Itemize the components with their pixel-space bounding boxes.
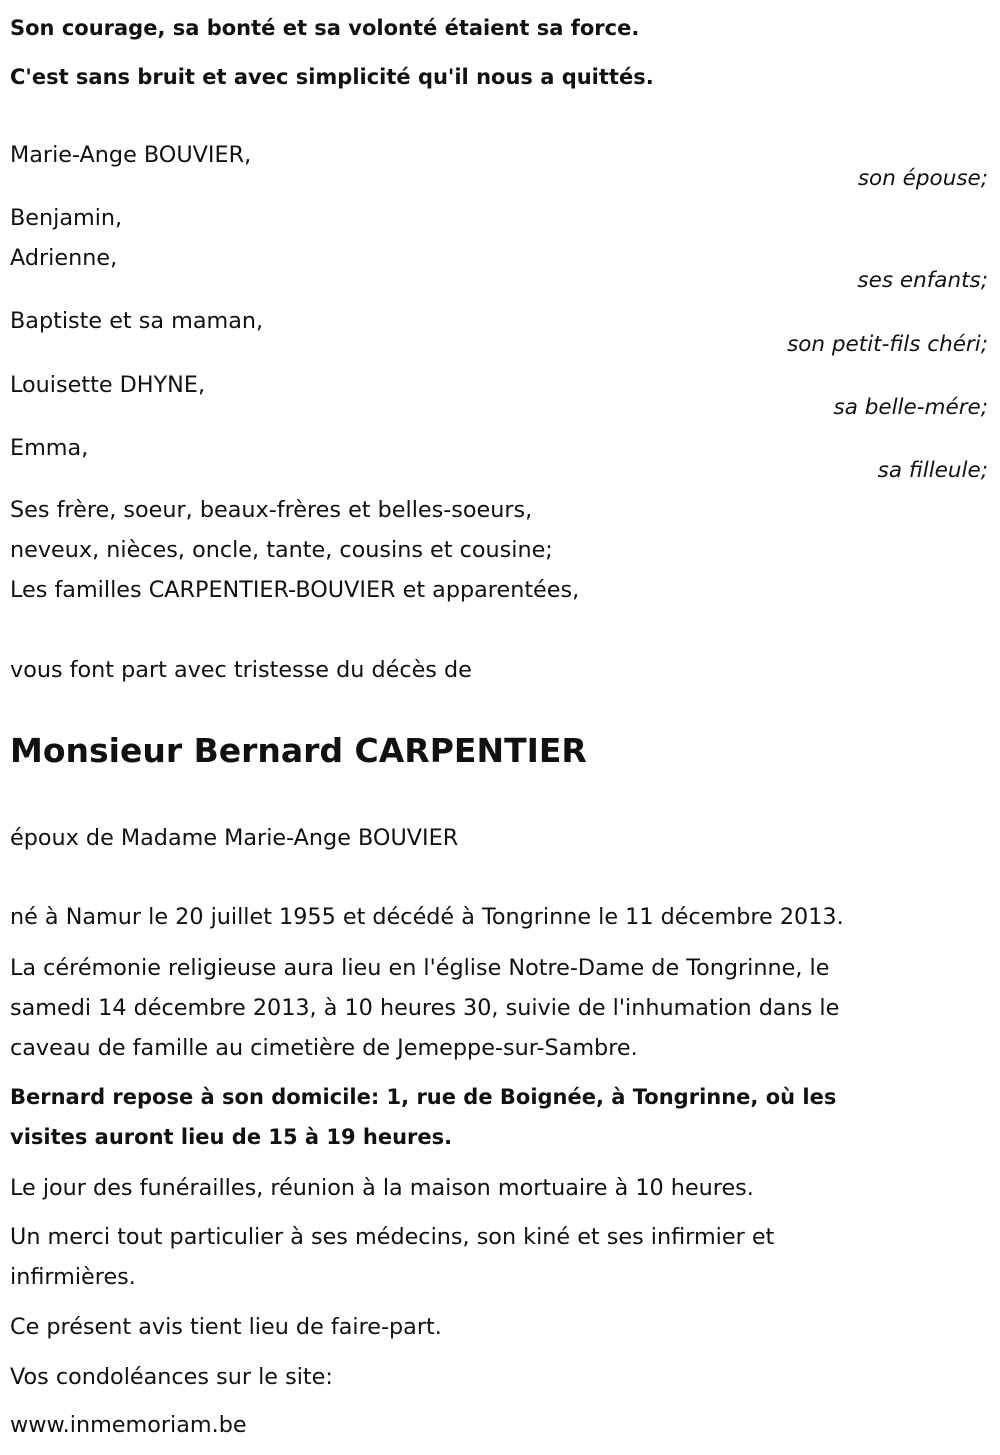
notice: Ce présent avis tient lieu de faire-part. [10,1314,442,1340]
other-family-line: Les familles CARPENTIER-BOUVIER et apparentées, [10,577,580,603]
spouse-name: Marie-Ange BOUVIER, [10,142,252,168]
ceremony-line: La cérémonie religieuse aura lieu en l'église Notre-Dame de Tongrinne, le [10,955,830,981]
quote-line-2: C'est sans bruit et avec simplicité qu'il nous a quittés. [10,65,654,89]
condolences-label: Vos condoléances sur le site: [10,1364,333,1390]
child-name: Benjamin, [10,205,123,231]
child-name: Adrienne, [10,245,118,271]
announcement: vous font part avec tristesse du décès de [10,657,472,683]
spouse-role: son épouse; [857,166,988,191]
visitation-line: Bernard repose à son domicile: 1, rue de Boignée, à Tongrinne, où les [10,1085,837,1109]
thanks-line: infirmières. [10,1264,136,1290]
other-family-line: neveux, nièces, oncle, tante, cousins et cousine; [10,537,553,563]
funeral-day: Le jour des funérailles, réunion à la maison mortuaire à 10 heures. [10,1175,754,1201]
ceremony-line: samedi 14 décembre 2013, à 10 heures 30, suivie de l'inhumation dans le [10,995,840,1021]
visitation-line: visites auront lieu de 15 à 19 heures. [10,1125,453,1149]
grandson-role: son petit-fils chéri; [787,332,988,357]
grandson-name: Baptiste et sa maman, [10,308,264,334]
goddaughter-name: Emma, [10,435,89,461]
spouse-of: époux de Madame Marie-Ange BOUVIER [10,825,459,851]
thanks-line: Un merci tout particulier à ses médecins, son kiné et ses infirmier et [10,1224,775,1250]
mother-in-law-name: Louisette DHYNE, [10,372,206,398]
goddaughter-role: sa filleule; [877,458,988,483]
children-role: ses enfants; [857,268,988,293]
other-family-line: Ses frère, soeur, beaux-frères et belles-soeurs, [10,497,533,523]
quote-line-1: Son courage, sa bonté et sa volonté étaient sa force. [10,16,640,40]
website-link[interactable]: www.inmemoriam.be [10,1412,247,1438]
deceased-name: Monsieur Bernard CARPENTIER [10,731,587,770]
birth-death: né à Namur le 20 juillet 1955 et décédé à Tongrinne le 11 décembre 2013. [10,904,844,930]
mother-in-law-role: sa belle-mére; [833,395,988,420]
ceremony-line: caveau de famille au cimetière de Jemeppe-sur-Sambre. [10,1035,638,1061]
